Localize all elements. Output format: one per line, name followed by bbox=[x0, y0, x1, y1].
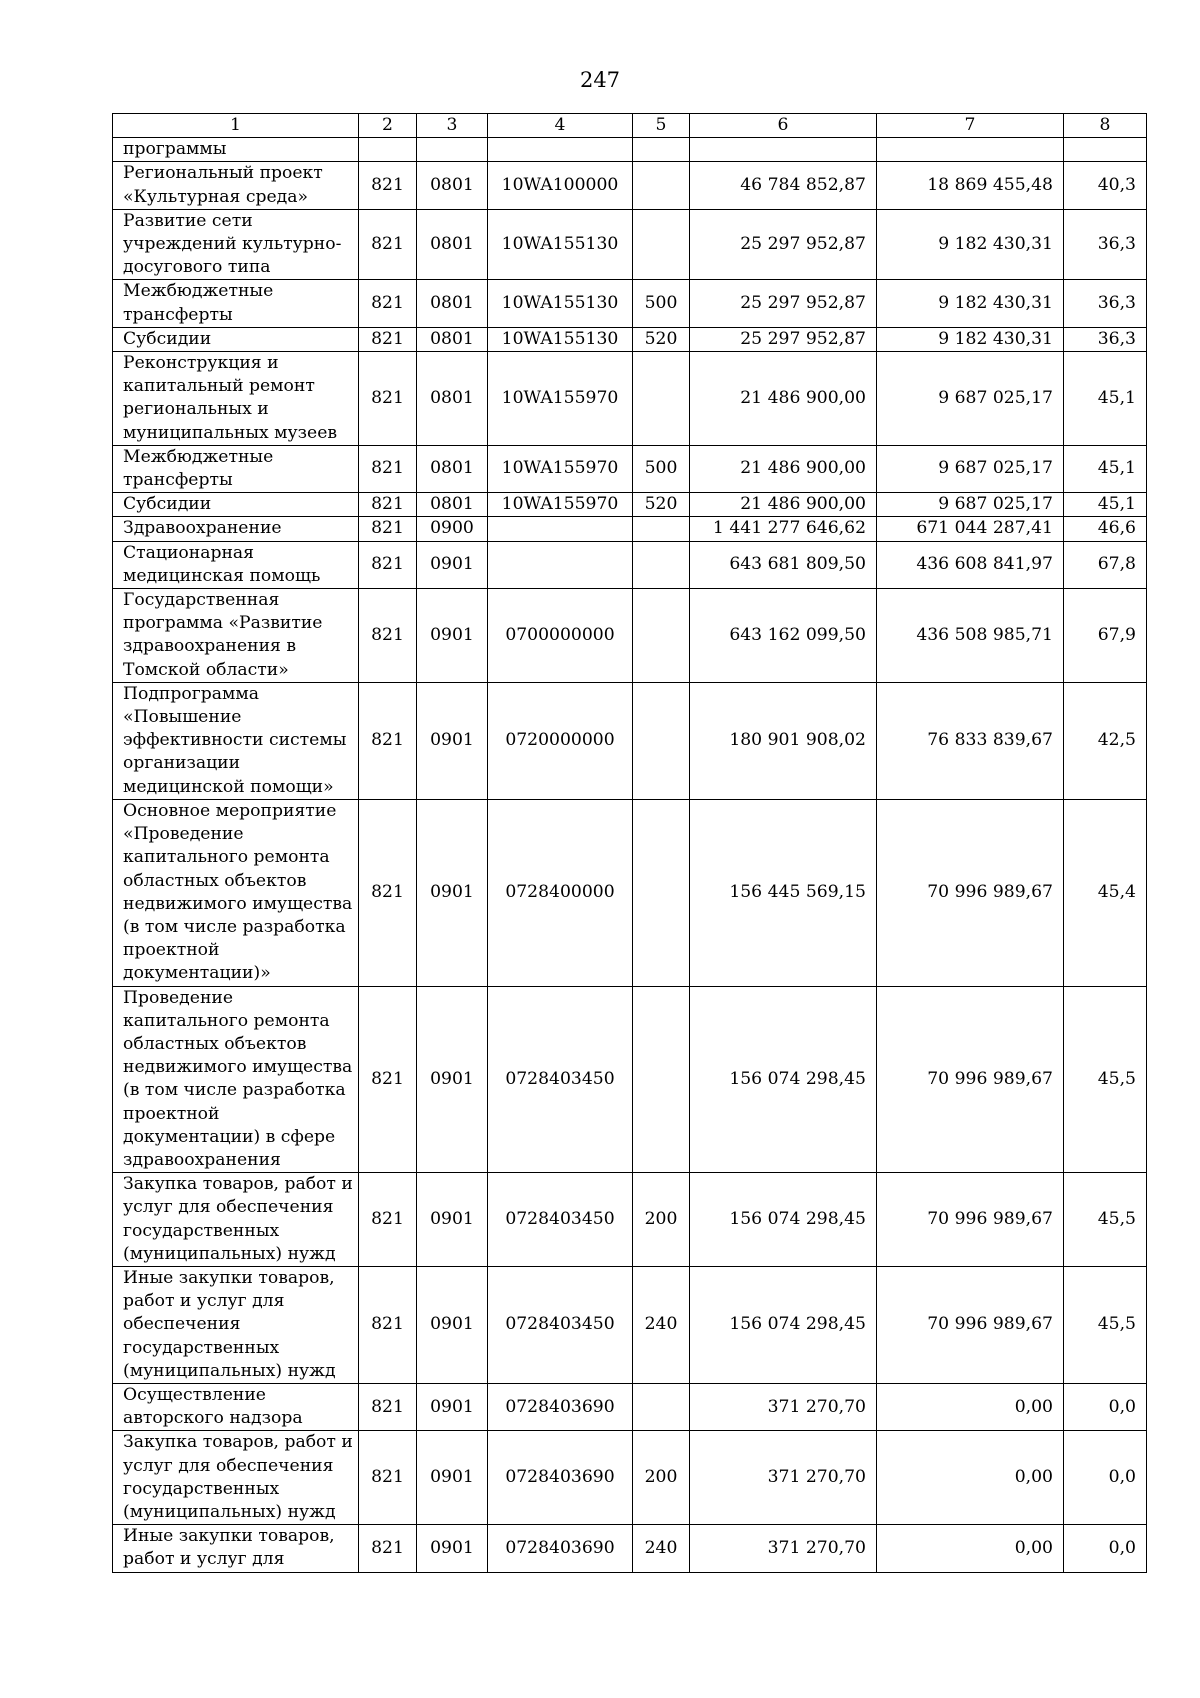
cell-percent: 67,8 bbox=[1064, 541, 1147, 588]
cell-target-article: 10WA100000 bbox=[488, 162, 633, 209]
cell-name: Субсидии bbox=[113, 327, 359, 351]
cell-grbs-code: 821 bbox=[359, 1266, 417, 1383]
cell-grbs-code bbox=[359, 138, 417, 162]
cell-grbs-code: 821 bbox=[359, 799, 417, 986]
cell-name: Подпрограмма «Повышение эффективности системы организации медицинской помощи» bbox=[113, 682, 359, 799]
cell-executed-amount bbox=[877, 138, 1064, 162]
cell-expense-type bbox=[633, 799, 690, 986]
cell-target-article: 0720000000 bbox=[488, 682, 633, 799]
cell-executed-amount: 9 182 430,31 bbox=[877, 280, 1064, 327]
cell-percent: 45,5 bbox=[1064, 1266, 1147, 1383]
cell-percent: 45,5 bbox=[1064, 1173, 1147, 1267]
cell-name: программы bbox=[113, 138, 359, 162]
cell-name: Иные закупки товаров, работ и услуг для bbox=[113, 1525, 359, 1572]
cell-target-article: 0728403450 bbox=[488, 1266, 633, 1383]
cell-expense-type bbox=[633, 682, 690, 799]
cell-grbs-code: 821 bbox=[359, 445, 417, 492]
cell-name: Государственная программа «Развитие здравоохранения в Томской области» bbox=[113, 589, 359, 683]
cell-grbs-code: 821 bbox=[359, 1383, 417, 1430]
cell-target-article: 0700000000 bbox=[488, 589, 633, 683]
cell-grbs-code: 821 bbox=[359, 493, 417, 517]
table-row bbox=[113, 589, 1147, 683]
cell-expense-type bbox=[633, 209, 690, 280]
table-row bbox=[113, 1383, 1147, 1430]
cell-planned-amount: 371 270,70 bbox=[690, 1383, 877, 1430]
cell-executed-amount: 0,00 bbox=[877, 1431, 1064, 1525]
cell-percent: 0,0 bbox=[1064, 1431, 1147, 1525]
cell-name: Межбюджетные трансферты bbox=[113, 280, 359, 327]
cell-section-code: 0801 bbox=[417, 280, 488, 327]
cell-target-article bbox=[488, 541, 633, 588]
table-row bbox=[113, 327, 1147, 351]
cell-grbs-code: 821 bbox=[359, 209, 417, 280]
cell-grbs-code: 821 bbox=[359, 682, 417, 799]
cell-grbs-code: 821 bbox=[359, 986, 417, 1173]
cell-section-code: 0901 bbox=[417, 541, 488, 588]
cell-target-article: 0728403690 bbox=[488, 1431, 633, 1525]
cell-executed-amount: 436 508 985,71 bbox=[877, 589, 1064, 683]
budget-table bbox=[112, 113, 1147, 1573]
cell-grbs-code: 821 bbox=[359, 280, 417, 327]
table-row bbox=[113, 280, 1147, 327]
cell-planned-amount: 156 074 298,45 bbox=[690, 986, 877, 1173]
cell-executed-amount: 0,00 bbox=[877, 1525, 1064, 1572]
cell-name: Развитие сети учреждений культурно-досугового типа bbox=[113, 209, 359, 280]
cell-grbs-code: 821 bbox=[359, 517, 417, 541]
cell-expense-type bbox=[633, 986, 690, 1173]
cell-expense-type: 500 bbox=[633, 445, 690, 492]
table-row bbox=[113, 209, 1147, 280]
cell-grbs-code: 821 bbox=[359, 162, 417, 209]
table-row bbox=[113, 162, 1147, 209]
cell-percent: 40,3 bbox=[1064, 162, 1147, 209]
cell-executed-amount: 9 687 025,17 bbox=[877, 493, 1064, 517]
cell-grbs-code: 821 bbox=[359, 1173, 417, 1267]
cell-target-article: 10WA155970 bbox=[488, 352, 633, 446]
cell-name: Реконструкция и капитальный ремонт региональных и муниципальных музеев bbox=[113, 352, 359, 446]
column-header: 7 bbox=[877, 114, 1064, 138]
cell-planned-amount: 643 162 099,50 bbox=[690, 589, 877, 683]
cell-expense-type: 520 bbox=[633, 493, 690, 517]
cell-executed-amount: 436 608 841,97 bbox=[877, 541, 1064, 588]
cell-section-code: 0901 bbox=[417, 1525, 488, 1572]
cell-percent: 45,1 bbox=[1064, 493, 1147, 517]
cell-grbs-code: 821 bbox=[359, 352, 417, 446]
cell-name: Субсидии bbox=[113, 493, 359, 517]
table-header-row bbox=[113, 114, 1147, 138]
cell-target-article: 0728403450 bbox=[488, 986, 633, 1173]
cell-target-article bbox=[488, 138, 633, 162]
cell-planned-amount: 25 297 952,87 bbox=[690, 327, 877, 351]
cell-target-article: 0728403690 bbox=[488, 1525, 633, 1572]
cell-planned-amount: 643 681 809,50 bbox=[690, 541, 877, 588]
cell-executed-amount: 18 869 455,48 bbox=[877, 162, 1064, 209]
cell-expense-type bbox=[633, 1383, 690, 1430]
cell-percent: 45,5 bbox=[1064, 986, 1147, 1173]
table-row bbox=[113, 445, 1147, 492]
cell-percent: 0,0 bbox=[1064, 1525, 1147, 1572]
cell-expense-type bbox=[633, 138, 690, 162]
cell-section-code: 0901 bbox=[417, 1266, 488, 1383]
cell-percent: 45,1 bbox=[1064, 445, 1147, 492]
cell-planned-amount: 180 901 908,02 bbox=[690, 682, 877, 799]
cell-grbs-code: 821 bbox=[359, 589, 417, 683]
cell-executed-amount: 9 687 025,17 bbox=[877, 352, 1064, 446]
cell-section-code: 0801 bbox=[417, 162, 488, 209]
cell-grbs-code: 821 bbox=[359, 1431, 417, 1525]
cell-name: Иные закупки товаров, работ и услуг для обеспечения государственных (муниципальных) нужд bbox=[113, 1266, 359, 1383]
cell-grbs-code: 821 bbox=[359, 327, 417, 351]
cell-executed-amount: 76 833 839,67 bbox=[877, 682, 1064, 799]
cell-expense-type bbox=[633, 352, 690, 446]
cell-section-code: 0801 bbox=[417, 445, 488, 492]
table-row bbox=[113, 493, 1147, 517]
cell-expense-type: 200 bbox=[633, 1431, 690, 1525]
cell-name: Осуществление авторского надзора bbox=[113, 1383, 359, 1430]
cell-planned-amount: 156 445 569,15 bbox=[690, 799, 877, 986]
cell-target-article: 0728400000 bbox=[488, 799, 633, 986]
table-row bbox=[113, 799, 1147, 986]
table-row bbox=[113, 138, 1147, 162]
table-row bbox=[113, 1266, 1147, 1383]
cell-expense-type: 520 bbox=[633, 327, 690, 351]
cell-planned-amount: 21 486 900,00 bbox=[690, 445, 877, 492]
cell-percent: 0,0 bbox=[1064, 1383, 1147, 1430]
cell-name: Здравоохранение bbox=[113, 517, 359, 541]
column-header: 2 bbox=[359, 114, 417, 138]
column-header: 5 bbox=[633, 114, 690, 138]
cell-section-code: 0901 bbox=[417, 986, 488, 1173]
cell-planned-amount: 25 297 952,87 bbox=[690, 280, 877, 327]
cell-executed-amount: 70 996 989,67 bbox=[877, 799, 1064, 986]
cell-name: Межбюджетные трансферты bbox=[113, 445, 359, 492]
table-row bbox=[113, 352, 1147, 446]
cell-name: Закупка товаров, работ и услуг для обеспечения государственных (муниципальных) нужд bbox=[113, 1173, 359, 1267]
cell-planned-amount: 156 074 298,45 bbox=[690, 1266, 877, 1383]
cell-percent: 45,4 bbox=[1064, 799, 1147, 986]
column-header: 1 bbox=[113, 114, 359, 138]
cell-target-article: 10WA155130 bbox=[488, 280, 633, 327]
cell-expense-type bbox=[633, 162, 690, 209]
cell-expense-type: 500 bbox=[633, 280, 690, 327]
cell-section-code: 0901 bbox=[417, 799, 488, 986]
cell-target-article: 10WA155130 bbox=[488, 327, 633, 351]
column-header: 8 bbox=[1064, 114, 1147, 138]
cell-executed-amount: 9 182 430,31 bbox=[877, 327, 1064, 351]
table-row bbox=[113, 517, 1147, 541]
cell-executed-amount: 671 044 287,41 bbox=[877, 517, 1064, 541]
cell-executed-amount: 9 687 025,17 bbox=[877, 445, 1064, 492]
cell-section-code bbox=[417, 138, 488, 162]
cell-planned-amount: 25 297 952,87 bbox=[690, 209, 877, 280]
cell-percent: 46,6 bbox=[1064, 517, 1147, 541]
cell-percent: 36,3 bbox=[1064, 209, 1147, 280]
table-row bbox=[113, 682, 1147, 799]
cell-percent: 42,5 bbox=[1064, 682, 1147, 799]
cell-section-code: 0901 bbox=[417, 589, 488, 683]
cell-section-code: 0901 bbox=[417, 1383, 488, 1430]
cell-grbs-code: 821 bbox=[359, 1525, 417, 1572]
cell-section-code: 0801 bbox=[417, 493, 488, 517]
cell-percent: 36,3 bbox=[1064, 327, 1147, 351]
cell-grbs-code: 821 bbox=[359, 541, 417, 588]
cell-planned-amount: 21 486 900,00 bbox=[690, 493, 877, 517]
cell-percent: 67,9 bbox=[1064, 589, 1147, 683]
column-header: 6 bbox=[690, 114, 877, 138]
cell-planned-amount: 371 270,70 bbox=[690, 1525, 877, 1572]
cell-section-code: 0900 bbox=[417, 517, 488, 541]
table-row bbox=[113, 1431, 1147, 1525]
cell-target-article bbox=[488, 517, 633, 541]
table-row bbox=[113, 1525, 1147, 1572]
cell-planned-amount: 1 441 277 646,62 bbox=[690, 517, 877, 541]
cell-planned-amount: 156 074 298,45 bbox=[690, 1173, 877, 1267]
cell-planned-amount: 46 784 852,87 bbox=[690, 162, 877, 209]
cell-section-code: 0801 bbox=[417, 327, 488, 351]
cell-section-code: 0801 bbox=[417, 352, 488, 446]
cell-target-article: 10WA155970 bbox=[488, 493, 633, 517]
cell-executed-amount: 9 182 430,31 bbox=[877, 209, 1064, 280]
table-row bbox=[113, 1173, 1147, 1267]
cell-name: Закупка товаров, работ и услуг для обеспечения государственных (муниципальных) нужд bbox=[113, 1431, 359, 1525]
cell-expense-type bbox=[633, 589, 690, 683]
cell-planned-amount: 371 270,70 bbox=[690, 1431, 877, 1525]
cell-executed-amount: 0,00 bbox=[877, 1383, 1064, 1430]
cell-section-code: 0901 bbox=[417, 1173, 488, 1267]
cell-expense-type: 200 bbox=[633, 1173, 690, 1267]
cell-name: Региональный проект «Культурная среда» bbox=[113, 162, 359, 209]
cell-target-article: 0728403450 bbox=[488, 1173, 633, 1267]
column-header: 3 bbox=[417, 114, 488, 138]
cell-target-article: 10WA155970 bbox=[488, 445, 633, 492]
cell-expense-type: 240 bbox=[633, 1266, 690, 1383]
cell-name: Проведение капитального ремонта областных объектов недвижимого имущества (в том числе разработка проектной документации) в сфере здравоохранения bbox=[113, 986, 359, 1173]
cell-section-code: 0901 bbox=[417, 1431, 488, 1525]
page-number: 247 bbox=[579, 68, 621, 92]
table-row bbox=[113, 986, 1147, 1173]
cell-planned-amount: 21 486 900,00 bbox=[690, 352, 877, 446]
cell-expense-type: 240 bbox=[633, 1525, 690, 1572]
cell-section-code: 0901 bbox=[417, 682, 488, 799]
cell-planned-amount bbox=[690, 138, 877, 162]
column-header: 4 bbox=[488, 114, 633, 138]
cell-executed-amount: 70 996 989,67 bbox=[877, 1173, 1064, 1267]
cell-name: Стационарная медицинская помощь bbox=[113, 541, 359, 588]
cell-target-article: 0728403690 bbox=[488, 1383, 633, 1430]
cell-expense-type bbox=[633, 517, 690, 541]
table-body bbox=[113, 138, 1147, 1572]
cell-percent bbox=[1064, 138, 1147, 162]
cell-executed-amount: 70 996 989,67 bbox=[877, 1266, 1064, 1383]
cell-target-article: 10WA155130 bbox=[488, 209, 633, 280]
cell-section-code: 0801 bbox=[417, 209, 488, 280]
cell-name: Основное мероприятие «Проведение капитального ремонта областных объектов недвижимого имущества (в том числе разработка проектной документации)» bbox=[113, 799, 359, 986]
cell-percent: 36,3 bbox=[1064, 280, 1147, 327]
cell-percent: 45,1 bbox=[1064, 352, 1147, 446]
cell-executed-amount: 70 996 989,67 bbox=[877, 986, 1064, 1173]
cell-expense-type bbox=[633, 541, 690, 588]
table-row bbox=[113, 541, 1147, 588]
